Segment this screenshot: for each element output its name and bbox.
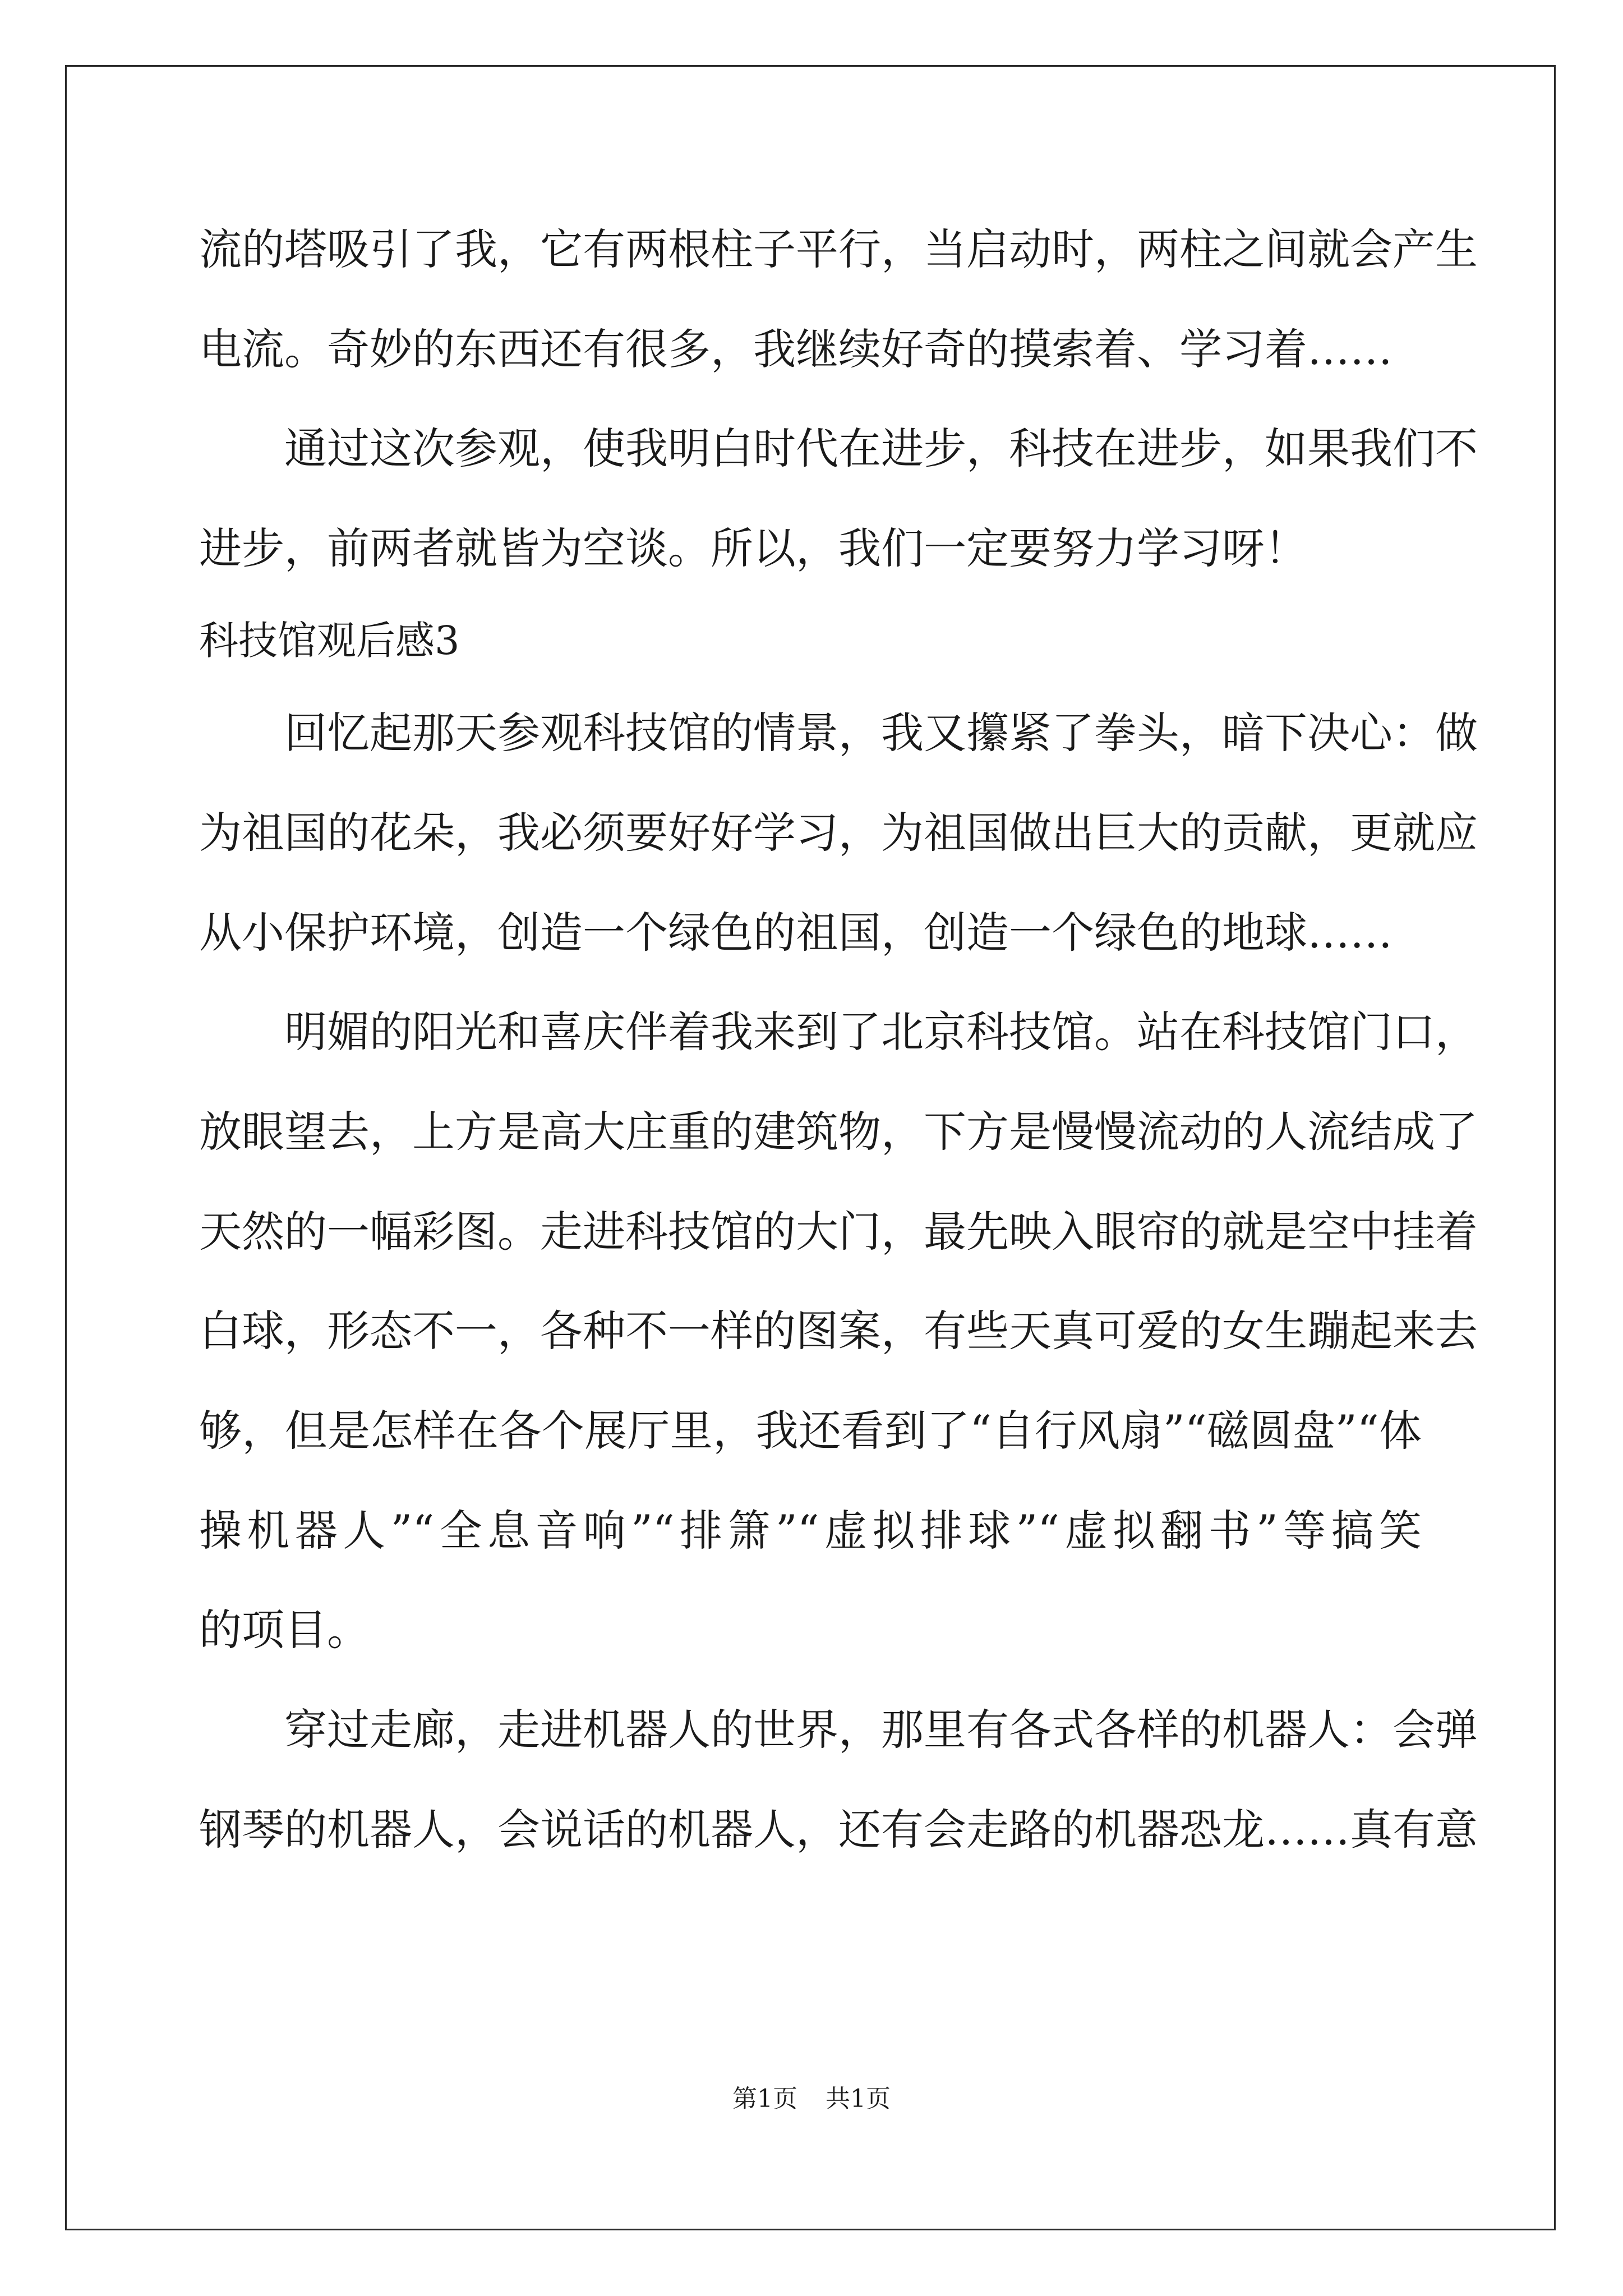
text-line: 放眼望去，上方是高大庄重的建筑物，下方是慢慢流动的人流结成了: [199, 1107, 1478, 1157]
text-line: 回忆起那天参观科技馆的情景，我又攥紧了拳头，暗下决心：做: [284, 708, 1478, 758]
text-line: 天然的一幅彩图。走进科技馆的大门，最先映入眼帘的就是空中挂着: [199, 1207, 1478, 1257]
text-line: 的项目。: [199, 1605, 370, 1655]
text-line: 白球，形态不一，各种不一样的图案，有些天真可爱的女生蹦起来去: [199, 1306, 1478, 1356]
text-line: 够，但是怎样在各个展厅里，我还看到了“自行风扇”“磁圆盘”“体: [199, 1406, 1422, 1456]
text-line: 从小保护环境，创造一个绿色的祖国，创造一个绿色的地球……: [199, 908, 1393, 958]
section-heading: 科技馆观后感3: [199, 618, 460, 664]
text-line: 进步，前两者就皆为空谈。所以，我们一定要努力学习呀！: [199, 523, 1307, 573]
page-footer: [0, 2082, 1623, 2116]
text-line: 通过这次参观，使我明白时代在进步，科技在进步，如果我们不: [284, 424, 1478, 473]
text-line: 操机器人”“全息音响”“排箫”“虚拟排球”“虚拟翻书”等搞笑: [199, 1506, 1422, 1556]
text-line: 穿过走廊，走进机器人的世界，那里有各式各样的机器人：会弹: [284, 1705, 1478, 1755]
text-line: 钢琴的机器人，会说话的机器人，还有会走路的机器恐龙……真有意: [199, 1805, 1478, 1855]
text-line: 流的塔吸引了我，它有两根柱子平行，当启动时，两柱之间就会产生: [199, 224, 1478, 274]
text-line: 为祖国的花朵，我必须要好好学习，为祖国做出巨大的贡献，更就应: [199, 808, 1478, 858]
page-total: 共1页: [826, 2085, 891, 2113]
text-line: 电流。奇妙的东西还有很多，我继续好奇的摸索着、学习着……: [199, 324, 1393, 374]
text-line: 明媚的阳光和喜庆伴着我来到了北京科技馆。站在科技馆门口，: [284, 1007, 1478, 1057]
page-number: 第1页: [732, 2085, 797, 2113]
